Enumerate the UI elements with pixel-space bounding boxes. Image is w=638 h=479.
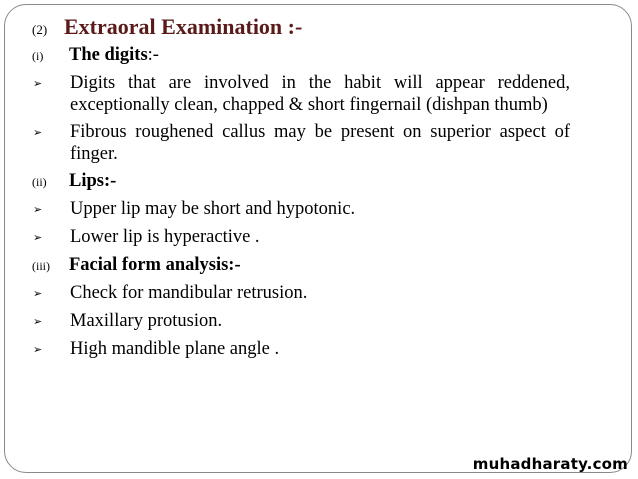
slide-content — [32, 44, 570, 366]
section-heading: Facial form analysis:- — [69, 255, 241, 275]
bullet-arrow-icon: ➢ — [33, 204, 43, 216]
bullet-arrow-icon: ➢ — [33, 232, 43, 244]
section-heading: Lips:- — [69, 171, 117, 191]
section-heading-suffix: :- — [147, 45, 159, 65]
list-item — [32, 338, 570, 361]
section-marker: (iii) — [32, 259, 50, 273]
list-item — [32, 282, 570, 305]
list-item-text: Lower lip is hyperactive . — [70, 227, 260, 247]
bullet-arrow-icon: ➢ — [33, 316, 43, 328]
list-item — [32, 310, 570, 333]
slide-title — [32, 14, 302, 40]
section-marker: (i) — [32, 49, 44, 63]
section-heading-facial-form — [32, 254, 570, 277]
section-heading-lips — [32, 170, 570, 193]
list-item — [32, 72, 570, 116]
bullet-arrow-icon: ➢ — [33, 344, 43, 356]
bullet-arrow-icon: ➢ — [33, 127, 43, 139]
list-item — [32, 226, 570, 249]
section-heading: The digits — [69, 45, 148, 65]
list-item-text: Check for mandibular retrusion. — [70, 283, 308, 303]
watermark-text: muhadharaty.com — [472, 455, 628, 473]
list-item — [32, 121, 570, 165]
title-number: (2) — [32, 22, 48, 37]
section-heading-digits — [32, 44, 570, 67]
list-item-text: High mandible plane angle . — [70, 339, 280, 359]
bullet-arrow-icon: ➢ — [33, 288, 43, 300]
list-item-text: Maxillary protusion. — [70, 311, 223, 331]
title-text: Extraoral Examination :- — [64, 14, 303, 39]
list-item — [32, 198, 570, 221]
list-item-text: Digits that are involved in the habit will appear reddened, exceptionally clean, chapped & short fingernail (dishpan thumb) — [70, 73, 570, 115]
section-marker: (ii) — [32, 175, 47, 189]
list-item-text: Fibrous roughened callus may be present on superior aspect of finger. — [70, 122, 570, 164]
bullet-arrow-icon: ➢ — [33, 78, 43, 90]
list-item-text: Upper lip may be short and hypotonic. — [70, 199, 356, 219]
